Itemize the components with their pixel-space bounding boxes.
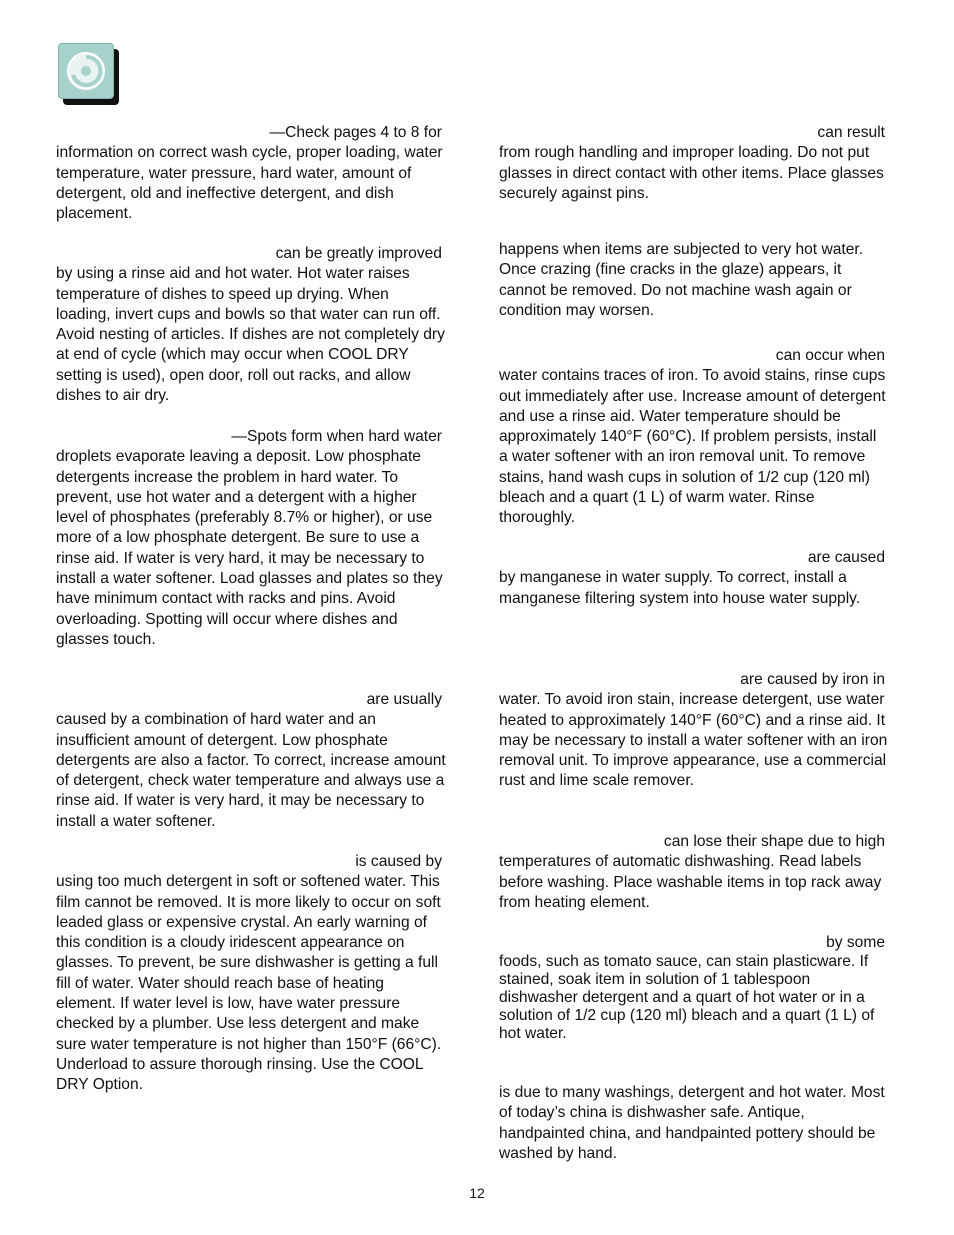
paragraph-drying (56, 244, 446, 406)
paragraph-body: is due to many washings, detergent and hot water. Most of today’s china is dishwasher safe. Antique, handpainted china, and handpainted pottery should be washed by hand. (499, 1084, 885, 1162)
paragraph-crazing (499, 240, 889, 321)
paragraph-lead: is caused by (355, 853, 442, 870)
paragraph-body: information on correct wash cycle, proper loading, water temperature, water pressure, hard water, amount of detergent, old and ineffective detergent, and dish placement. (56, 144, 443, 223)
paragraph-lead: are usually (366, 691, 442, 708)
paragraph-body: by using a rinse aid and hot water. Hot water raises temperature of dishes to speed up drying. When loading, invert cups and bowls so that water can run off. Avoid nesting of articles. If dishes are not completely dry at end of cycle (which may occur when COOL DRY setting is used), open door, roll out racks, and allow dishes to air dry. (56, 265, 445, 405)
paragraph-plastic-items (499, 832, 889, 913)
paragraph-brown-stains (499, 346, 889, 529)
paragraph-etching (56, 852, 446, 1096)
brand-logo (58, 43, 114, 99)
paragraph-lead: by some (826, 934, 885, 951)
paragraph-lead: can be greatly improved (275, 245, 442, 262)
paragraph-wash-results (56, 123, 446, 224)
paragraph-lead: can lose their shape due to high (663, 833, 885, 850)
paragraph-body: using too much detergent in soft or softened water. This film cannot be removed. It is more likely to occur on soft leaded glass or expensive crystal. An early warning of this condition is a cloudy iridescent appearance on glasses. To prevent, be sure dishwasher is getting a full fill of water. Water should reach base of heating element. If water level is low, have water pressure checked by a plumber. Use less detergent and make sure water temperature is not higher than 150°F (66°C). Underload to assure thorough rinsing. Use the COOL DRY Option. (56, 873, 442, 1094)
paragraph-body: from rough handling and improper loading. Do not put glasses in direct contact with other items. Place glasses securely against pins. (499, 144, 884, 202)
paragraph-lead: can result (817, 124, 885, 141)
paragraph-chipping (499, 123, 889, 204)
paragraph-black-marks (499, 548, 889, 609)
paragraph-cloudy-film (56, 690, 446, 832)
paragraph-lead: are caused (807, 549, 885, 566)
paragraph-body: foods, such as tomato sauce, can stain plasticware. If stained, soak item in solution of 1 tablespoon dishwasher detergent and a quart of hot water or in a solution of 1/2 cup (120 ml) bleach and a quart (1 L) of hot water. (499, 953, 875, 1042)
paragraph-body: temperatures of automatic dishwashing. Read labels before washing. Place washable items in top rack away from heating element. (499, 853, 882, 911)
paragraph-lead: are caused by iron in (740, 671, 885, 688)
paragraph-body: caused by a combination of hard water and an insufficient amount of detergent. Low phosphate detergents are also a factor. To correct, increase amount of detergent, check water temperature and always use a rinse aid. If water is very hard, it may be necessary to install a water softener. (56, 711, 446, 830)
paragraph-lead: —Check pages 4 to 8 for (269, 124, 442, 141)
paragraph-china-fading (499, 1083, 889, 1164)
paragraph-body: droplets evaporate leaving a deposit. Low phosphate detergents increase the problem in hard water. To prevent, use hot water and a detergent with a higher level of phosphates (preferably 8.7% or higher), or use more of a low phosphate detergent. Be sure to use a rinse aid. If water is very hard, it may be necessary to install a water softener. Load glasses and plates so they have minimum contact with racks and pins. Avoid overloading. Spotting will occur where dishes and glasses touch. (56, 448, 443, 648)
paragraph-body: water. To avoid iron stain, increase detergent, use water heated to approximately 140°F (60°C) and a rinse aid. It may be necessary to install a water softener with an iron removal unit. To improve appearance, use a commercial rust and lime scale remover. (499, 691, 888, 790)
page-number: 12 (469, 1185, 485, 1201)
paragraph-spotting (56, 427, 446, 650)
paragraph-lead: can occur when (775, 347, 885, 364)
paragraph-rust-stains (499, 670, 889, 792)
paragraph-body: by manganese in water supply. To correct, install a manganese filtering system into house water supply. (499, 569, 861, 607)
paragraph-lead: —Spots form when hard water (231, 428, 442, 445)
paragraph-body: happens when items are subjected to very hot water. Once crazing (fine cracks in the glaze) appears, it cannot be removed. Do not machine wash again or condition may worsen. (499, 241, 864, 319)
paragraph-body: water contains traces of iron. To avoid stains, rinse cups out immediately after use. Increase amount of detergent and use a rinse aid. Water temperature should be approximately 140°F (60°C). If problem persists, install a water softener with an iron removal unit. To remove stains, hand wash cups in solution of 1/2 cup (120 ml) bleach and a quart (1 L) of warm water. Rinse thoroughly. (499, 367, 886, 527)
paragraph-stained-plasticware (499, 933, 889, 1043)
dishwasher-logo-icon (58, 43, 114, 99)
